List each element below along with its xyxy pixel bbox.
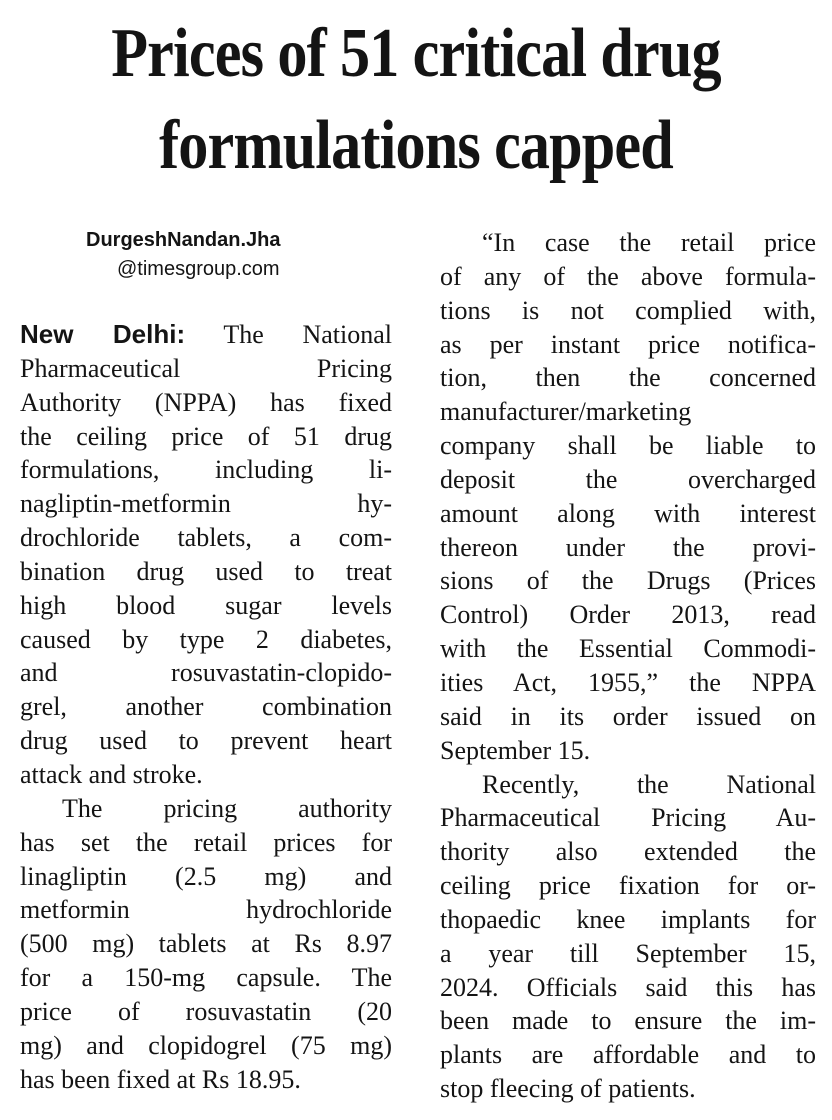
headline [58, 8, 774, 192]
paragraph-line: deposit the overcharged [440, 464, 816, 494]
paragraph-line: The pricing authority [62, 793, 392, 823]
paragraph-4 [440, 768, 816, 1106]
paragraph-line: tions is not complied with, [440, 295, 816, 325]
paragraph-2 [20, 792, 392, 1097]
paragraph-line: has set the retail prices for [20, 827, 392, 857]
paragraph-line: thopaedic knee implants for [440, 904, 816, 934]
paragraph-line: plants are affordable and to [440, 1040, 816, 1070]
paragraph-3 [440, 226, 816, 768]
paragraph-line: thority also extended the [440, 837, 816, 867]
paragraph-line: September 15. [440, 735, 591, 765]
paragraph-line: a year till September 15, [440, 938, 816, 968]
paragraph-line: Pharmaceutical Pricing Au- [440, 803, 816, 833]
paragraph-line: stop fleecing of patients. [440, 1074, 696, 1104]
paragraph-line: attack and stroke. [20, 759, 203, 789]
paragraph-line: Pharmaceutical Pricing [20, 353, 392, 383]
paragraph-line: linagliptin (2.5 mg) and [20, 861, 392, 891]
paragraph-line: with the Essential Commodi- [440, 634, 816, 664]
paragraph-line: drug used to prevent heart [20, 726, 392, 756]
paragraph-line: price of rosuvastatin (20 [20, 996, 392, 1026]
paragraph-line: thereon under the provi- [440, 532, 816, 562]
dateline: New Delhi: [20, 319, 186, 349]
paragraph-line: Authority (NPPA) has fixed [20, 387, 392, 417]
paragraph-line: drochloride tablets, a com- [20, 523, 392, 553]
paragraph-line: manufacturer/marketing [440, 397, 692, 427]
paragraph-line: company shall be liable to [440, 431, 816, 461]
paragraph-line: ities Act, 1955,” the NPPA [440, 667, 816, 697]
paragraph-line: nagliptin-metformin hy- [20, 489, 392, 519]
paragraph-1 [20, 318, 392, 792]
paragraph-line: Recently, the National [482, 769, 816, 799]
paragraph-line: amount along with interest [440, 498, 816, 528]
paragraph-line: and rosuvastatin-clopido- [20, 658, 392, 688]
paragraph-line: mg) and clopidogrel (75 mg) [20, 1030, 392, 1060]
paragraph-line: been made to ensure the im- [440, 1006, 816, 1036]
paragraph-line: formulations, including li- [20, 455, 392, 485]
paragraph-line: 2024. Officials said this has [440, 972, 816, 1002]
paragraph-line: tion, then the concerned [440, 363, 816, 393]
paragraph-line: said in its order issued on [440, 701, 816, 731]
byline-author: DurgeshNandan.Jha [86, 229, 281, 251]
paragraph-line: for a 150-mg capsule. The [20, 963, 392, 993]
paragraph-line: Control) Order 2013, read [440, 600, 816, 630]
paragraph-line: New Delhi: The National [20, 319, 392, 349]
byline [20, 226, 392, 318]
paragraph-line: caused by type 2 diabetes, [20, 624, 392, 654]
paragraph-line: the ceiling price of 51 drug [20, 421, 392, 451]
paragraph-line: bination drug used to treat [20, 556, 392, 586]
paragraph-line: metformin hydrochloride [20, 895, 392, 925]
headline-line-2: formulations capped [159, 107, 673, 184]
paragraph-line: high blood sugar levels [20, 590, 392, 620]
paragraph-line: grel, another combination [20, 692, 392, 722]
right-column [440, 226, 816, 1106]
paragraph-line: has been fixed at Rs 18.95. [20, 1064, 301, 1094]
byline-email: @timesgroup.com [117, 258, 280, 280]
headline-line-1: Prices of 51 critical drug [111, 15, 721, 92]
left-column [20, 226, 392, 1096]
paragraph-line: as per instant price notifica- [440, 329, 816, 359]
paragraph-line: sions of the Drugs (Prices [440, 566, 816, 596]
paragraph-line: of any of the above formula- [440, 261, 816, 291]
paragraph-line: (500 mg) tablets at Rs 8.97 [20, 929, 392, 959]
paragraph-line: “In case the retail price [482, 228, 816, 257]
paragraph-line: ceiling price fixation for or- [440, 871, 816, 901]
